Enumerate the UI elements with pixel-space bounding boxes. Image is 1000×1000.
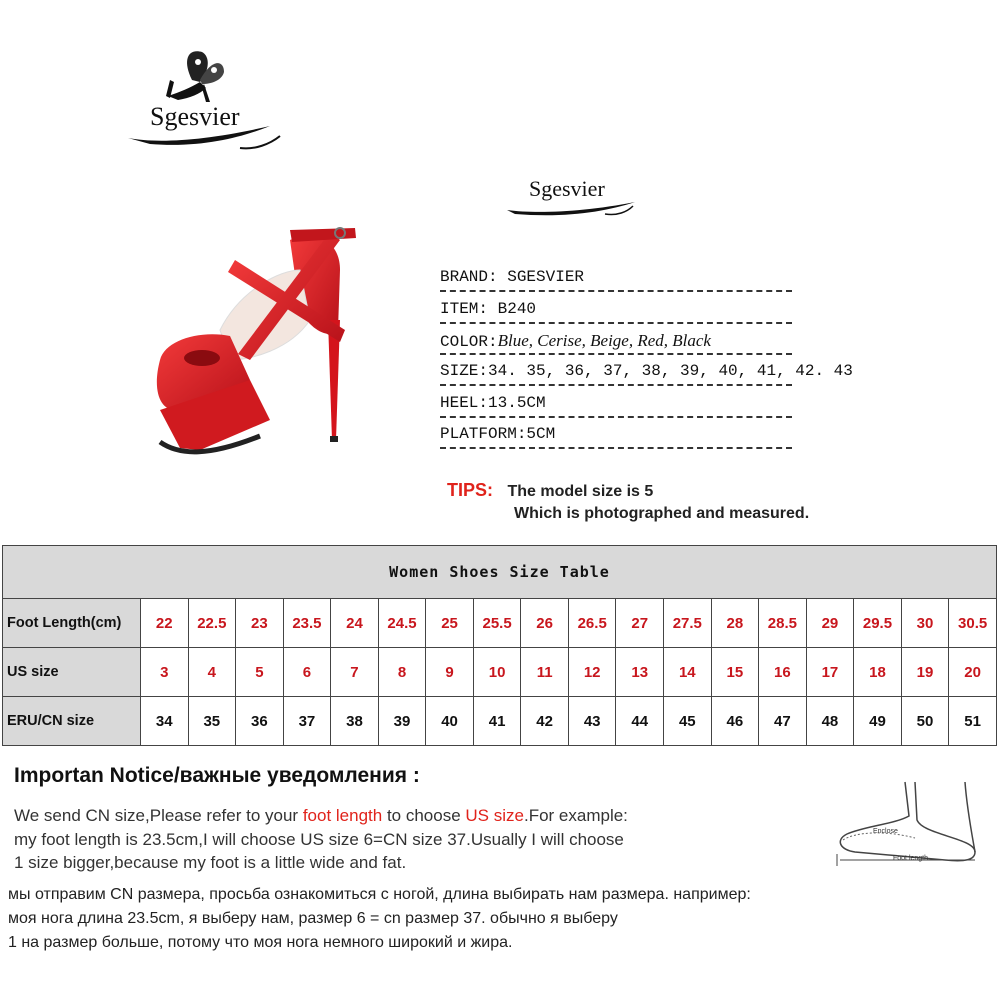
spec-platform-value: 5CM: [526, 425, 556, 443]
size-table-cell: 19: [901, 648, 949, 697]
size-table-cell: 28.5: [759, 599, 807, 648]
size-table-cell: 36: [236, 697, 284, 746]
size-table-cell: 15: [711, 648, 759, 697]
spec-brand: [440, 268, 792, 292]
size-table-cell: 37: [283, 697, 331, 746]
size-table-cell: 16: [759, 648, 807, 697]
spec-item-value: B240: [497, 300, 537, 318]
spec-platform-label: PLATFORM:: [440, 425, 527, 443]
size-table-cell: 23: [236, 599, 284, 648]
size-table-cell: 26: [521, 599, 569, 648]
spec-size-label: SIZE:: [440, 362, 489, 380]
foot-length-label: Foot length: [893, 855, 929, 862]
size-table-row-label: ERU/CN size: [3, 697, 141, 746]
size-table-cell: 10: [473, 648, 521, 697]
size-table-cell: 44: [616, 697, 664, 746]
size-table-cell: 39: [378, 697, 426, 746]
brand-logo-text: Sgesvier: [150, 102, 240, 131]
spec-brand-value: SGESVIER: [507, 268, 585, 286]
spec-heel-value: 13.5CM: [488, 394, 546, 412]
size-table-cell: 25: [426, 599, 474, 648]
size-table-cell: 29.5: [854, 599, 902, 648]
size-table-cell: 7: [331, 648, 379, 697]
size-table-cell: 9: [426, 648, 474, 697]
tips-line1: The model size is 5: [507, 483, 654, 500]
size-table-cell: 6: [283, 648, 331, 697]
size-table-cell: 23.5: [283, 599, 331, 648]
spec-heel: [440, 394, 792, 418]
size-table-cell: 5: [236, 648, 284, 697]
foot-enclose-label: Enclose: [873, 828, 898, 835]
size-table-cell: 18: [854, 648, 902, 697]
notice-en-line1: We send CN size,Please refer to your foot length to choose US size.For example:: [14, 806, 628, 825]
size-table-cell: 14: [664, 648, 712, 697]
size-table-cell: 42: [521, 697, 569, 746]
spec-item-label: ITEM:: [440, 300, 489, 318]
size-table-cell: 50: [901, 697, 949, 746]
notice-en-line2: my foot length is 23.5cm,I will choose US size 6=CN size 37.Usually I will choose: [14, 829, 624, 849]
size-table-cell: 41: [473, 697, 521, 746]
spec-brand-label: BRAND:: [440, 268, 498, 286]
spec-platform: [440, 425, 792, 449]
size-table-row-label: US size: [3, 648, 141, 697]
butterfly-shoe-icon: [120, 40, 290, 160]
size-table-row-label: Foot Length(cm): [3, 599, 141, 648]
size-table-cell: 48: [806, 697, 854, 746]
tips: [447, 480, 653, 501]
size-table-cell: 4: [188, 648, 236, 697]
size-table-row: [3, 648, 997, 697]
size-table: [2, 545, 997, 746]
spec-item: [440, 300, 792, 324]
product-image: [140, 210, 380, 470]
tips-line2: Which is photographed and measured.: [514, 505, 810, 522]
size-table-cell: 29: [806, 599, 854, 648]
size-table-cell: 38: [331, 697, 379, 746]
foot-length-highlight: foot length: [302, 806, 383, 825]
size-table-cell: 45: [664, 697, 712, 746]
notice-ru-line2: моя нога длина 23.5cm, я выберу нам, размер 6 = cn размер 37. обычно я выберу: [8, 910, 618, 927]
spec-color: [440, 331, 792, 355]
size-table-cell: 43: [568, 697, 616, 746]
notice-english: [14, 804, 628, 875]
foot-diagram: [825, 780, 985, 870]
tips-label: TIPS:: [447, 480, 494, 500]
notice-ru-line1: мы отправим CN размера, просьба ознакомиться с ногой, длина выбирать нам размера. например:: [8, 886, 751, 903]
size-table-cell: 11: [521, 648, 569, 697]
size-table-cell: 8: [378, 648, 426, 697]
size-table-cell: 3: [141, 648, 189, 697]
size-table-cell: 24: [331, 599, 379, 648]
size-table-cell: 35: [188, 697, 236, 746]
size-table-cell: 22: [141, 599, 189, 648]
red-sandal-icon: [140, 210, 380, 470]
size-table-cell: 24.5: [378, 599, 426, 648]
size-table-cell: 25.5: [473, 599, 521, 648]
size-table-cell: 26.5: [568, 599, 616, 648]
notice-en-line3: 1 size bigger,because my foot is a little wide and fat.: [14, 853, 407, 872]
notice-ru-line3: 1 на размер больше, потому что моя нога немного широкий и жира.: [8, 934, 513, 951]
size-table-cell: 30: [901, 599, 949, 648]
notice-russian: [8, 883, 751, 955]
brand-logo-small: [505, 172, 640, 222]
brand-logo: [120, 40, 290, 160]
size-table-cell: 28: [711, 599, 759, 648]
size-table-cell: 30.5: [949, 599, 997, 648]
brand-logo-small-text: Sgesvier: [529, 176, 605, 201]
size-table-cell: 17: [806, 648, 854, 697]
spec-color-value: Blue, Cerise, Beige, Red, Black: [497, 331, 711, 350]
size-table-cell: 34: [141, 697, 189, 746]
size-table-cell: 46: [711, 697, 759, 746]
size-table-row: [3, 599, 997, 648]
size-table-row: [3, 697, 997, 746]
size-table-cell: 49: [854, 697, 902, 746]
spec-color-label: COLOR:: [440, 333, 498, 351]
size-table-cell: 13: [616, 648, 664, 697]
spec-heel-label: HEEL:: [440, 394, 489, 412]
size-table-cell: 27: [616, 599, 664, 648]
size-table-cell: 12: [568, 648, 616, 697]
size-table-cell: 51: [949, 697, 997, 746]
spec-size-value: 34. 35, 36, 37, 38, 39, 40, 41, 42. 43: [488, 362, 853, 380]
size-table-cell: 40: [426, 697, 474, 746]
spec-size: [440, 362, 853, 386]
size-table-cell: 47: [759, 697, 807, 746]
size-table-cell: 20: [949, 648, 997, 697]
notice-title: Importan Notice/важные уведомления :: [14, 764, 420, 787]
us-size-highlight: US size: [465, 806, 524, 825]
size-table-cell: 27.5: [664, 599, 712, 648]
size-table-title: Women Shoes Size Table: [3, 546, 997, 599]
size-table-cell: 22.5: [188, 599, 236, 648]
